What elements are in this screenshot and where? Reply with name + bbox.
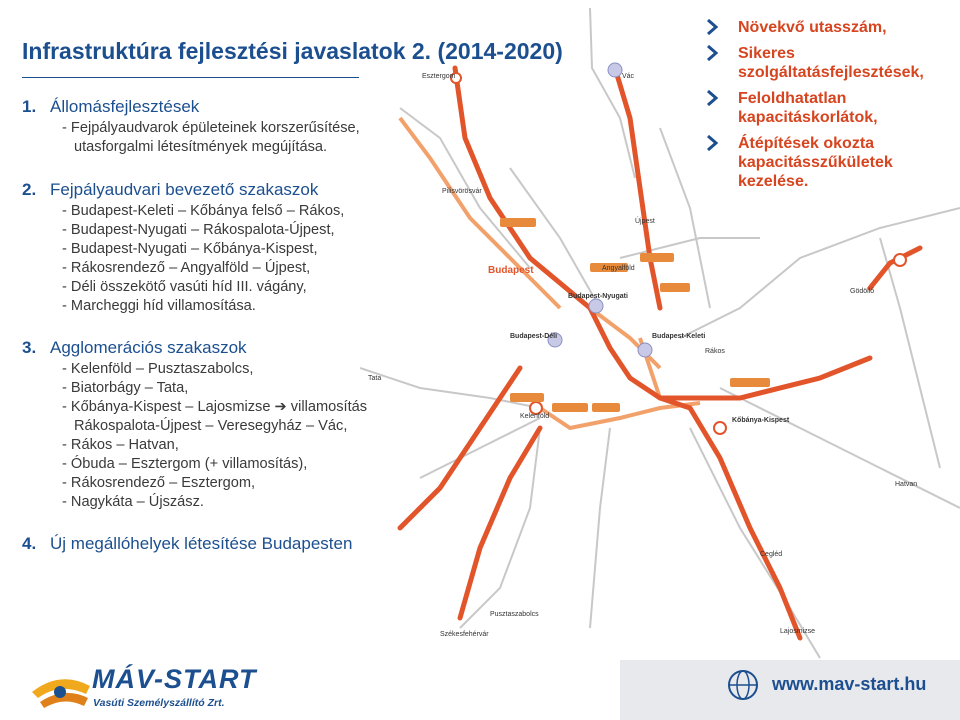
station-tag (592, 403, 620, 412)
station-tag (510, 393, 544, 402)
section-number: 4. (22, 534, 37, 553)
section-heading-text: Fejpályaudvari bevezető szakaszok (50, 180, 319, 199)
list-item: - Biatorbágy – Tata, (62, 380, 189, 396)
logo-name: MÁV-START (92, 664, 257, 694)
map-label-deli: Budapest-Déli (510, 333, 558, 340)
chevron-right-icon (704, 45, 720, 61)
list-item: Rákospalota-Újpest – Veresegyház – Vác, (74, 418, 348, 434)
section-number: 1. (22, 97, 37, 116)
map-line (660, 128, 710, 308)
section-number: 2. (22, 180, 37, 199)
section-heading-text: Új megállóhelyek létesítése Budapesten (50, 534, 353, 553)
map-line (590, 428, 610, 628)
list-item: - Óbuda – Esztergom (+ villamosítás), (62, 456, 308, 472)
highlight-item (704, 134, 954, 191)
map-line (870, 248, 920, 288)
section-4 (22, 534, 352, 556)
map-label-lajosmizse: Lajosmizse (780, 628, 816, 635)
list-item: - Budapest-Nyugati – Rákospalota-Újpest, (62, 222, 335, 238)
station-marker (894, 254, 906, 266)
map-line (690, 408, 800, 638)
map-label-szekesfehervar: Székesfehérvár (440, 631, 489, 638)
map-line (680, 208, 960, 338)
map-line (400, 118, 560, 308)
map-label-keleti: Budapest-Keleti (652, 333, 706, 340)
list-item: - Rákos – Hatvan, (62, 437, 179, 453)
station-tag (730, 378, 770, 387)
section-heading-text: Állomásfejlesztések (50, 97, 200, 116)
map-label-angyalfold: Angyalföld (602, 265, 635, 272)
station-marker (714, 422, 726, 434)
chevron-right-icon (704, 135, 720, 151)
section-heading (22, 338, 367, 358)
station-marker (638, 343, 652, 357)
station-tag (660, 283, 690, 292)
footer-url-link[interactable]: www.mav-start.hu (772, 674, 927, 694)
map-line (590, 308, 660, 368)
list-item: - Rákosrendező – Esztergom, (62, 475, 256, 491)
highlight-item (704, 18, 954, 37)
map-line (880, 238, 940, 468)
station-marker (608, 63, 622, 77)
list-item: utasforgalmi létesítmények megújítása. (74, 139, 328, 155)
map-line (460, 428, 540, 618)
station-tag (552, 403, 588, 412)
highlight-text: Sikeres szolgáltatásfejlesztések, (738, 45, 924, 81)
list-item: - Kelenföld – Pusztaszabolcs, (62, 361, 254, 377)
map-line (510, 168, 600, 308)
chevron-right-icon (704, 90, 720, 106)
section-heading (22, 97, 360, 117)
list-item: - Rákosrendező – Angyalföld – Újpest, (62, 260, 311, 276)
section-heading-text: Agglomerációs szakaszok (50, 338, 247, 357)
station-tag (500, 218, 536, 227)
list-item: - Kőbánya-Kispest – Lajosmizse ➔ villamosítás (62, 399, 368, 415)
section-heading (22, 534, 352, 554)
map-line (400, 368, 520, 528)
highlight-text: Feloldhatatlan kapacitáskorlátok, (738, 90, 878, 126)
list-item: - Nagykáta – Újszász. (62, 494, 204, 510)
list-item: - Budapest-Nyugati – Kőbánya-Kispest, (62, 241, 318, 257)
map-label-nyugati: Budapest-Nyugati (568, 293, 628, 300)
map-label-ujpest: Újpest (635, 218, 655, 225)
map-label-vac: Vác (622, 73, 635, 80)
section-heading (22, 180, 344, 200)
map-line (460, 428, 540, 628)
chevron-right-icon (704, 19, 720, 35)
highlight-text: Növekvő utasszám, (738, 19, 887, 36)
highlight-item (704, 44, 954, 82)
section-number: 3. (22, 338, 37, 357)
section-1 (22, 97, 360, 157)
highlight-list (704, 18, 954, 198)
list-item: - Déli összekötő vasúti híd III. vágány, (62, 279, 307, 295)
map-label-pilisvorosvar: Pilisvörösvár (442, 188, 482, 195)
title-underline (22, 77, 359, 78)
map-line (590, 308, 690, 408)
section-2 (22, 180, 344, 316)
highlight-item (704, 89, 954, 127)
map-label-budapest: Budapest (488, 265, 534, 276)
map-label-godollo: Gödöllő (850, 288, 875, 295)
station-tag (640, 253, 674, 262)
slide-title: Infrastruktúra fejlesztési javaslatok 2. (2014-2020) (22, 38, 563, 64)
map-label-kobanya-kispest: Kőbánya-Kispest (732, 417, 790, 424)
map-label-tata: Tata (368, 375, 382, 382)
highlight-text: Átépítések okozta kapacitásszűkületek kezelése. (738, 135, 893, 190)
map-label-pusztaszabolcs: Pusztaszabolcs (490, 611, 539, 618)
globe-icon (726, 668, 760, 702)
map-label-rakos: Rákos (705, 348, 725, 355)
map-label-hatvan: Hatvan (895, 481, 918, 488)
list-item: - Marcheggi híd villamosítása. (62, 298, 256, 314)
station-marker (589, 299, 603, 313)
map-line (590, 8, 635, 178)
section-3 (22, 338, 367, 512)
map-label-esztergom: Esztergom (422, 73, 456, 80)
map-label-cegled: Cegléd (760, 551, 783, 558)
logo-subtitle: Vasúti Személyszállító Zrt. (93, 697, 225, 709)
map-label-kelenfold: Kelenföld (520, 413, 550, 420)
list-item: - Budapest-Keleti – Kőbánya felső – Rákos, (62, 203, 345, 219)
list-item: - Fejpályaudvarok épületeinek korszerűsítése, (62, 120, 360, 136)
